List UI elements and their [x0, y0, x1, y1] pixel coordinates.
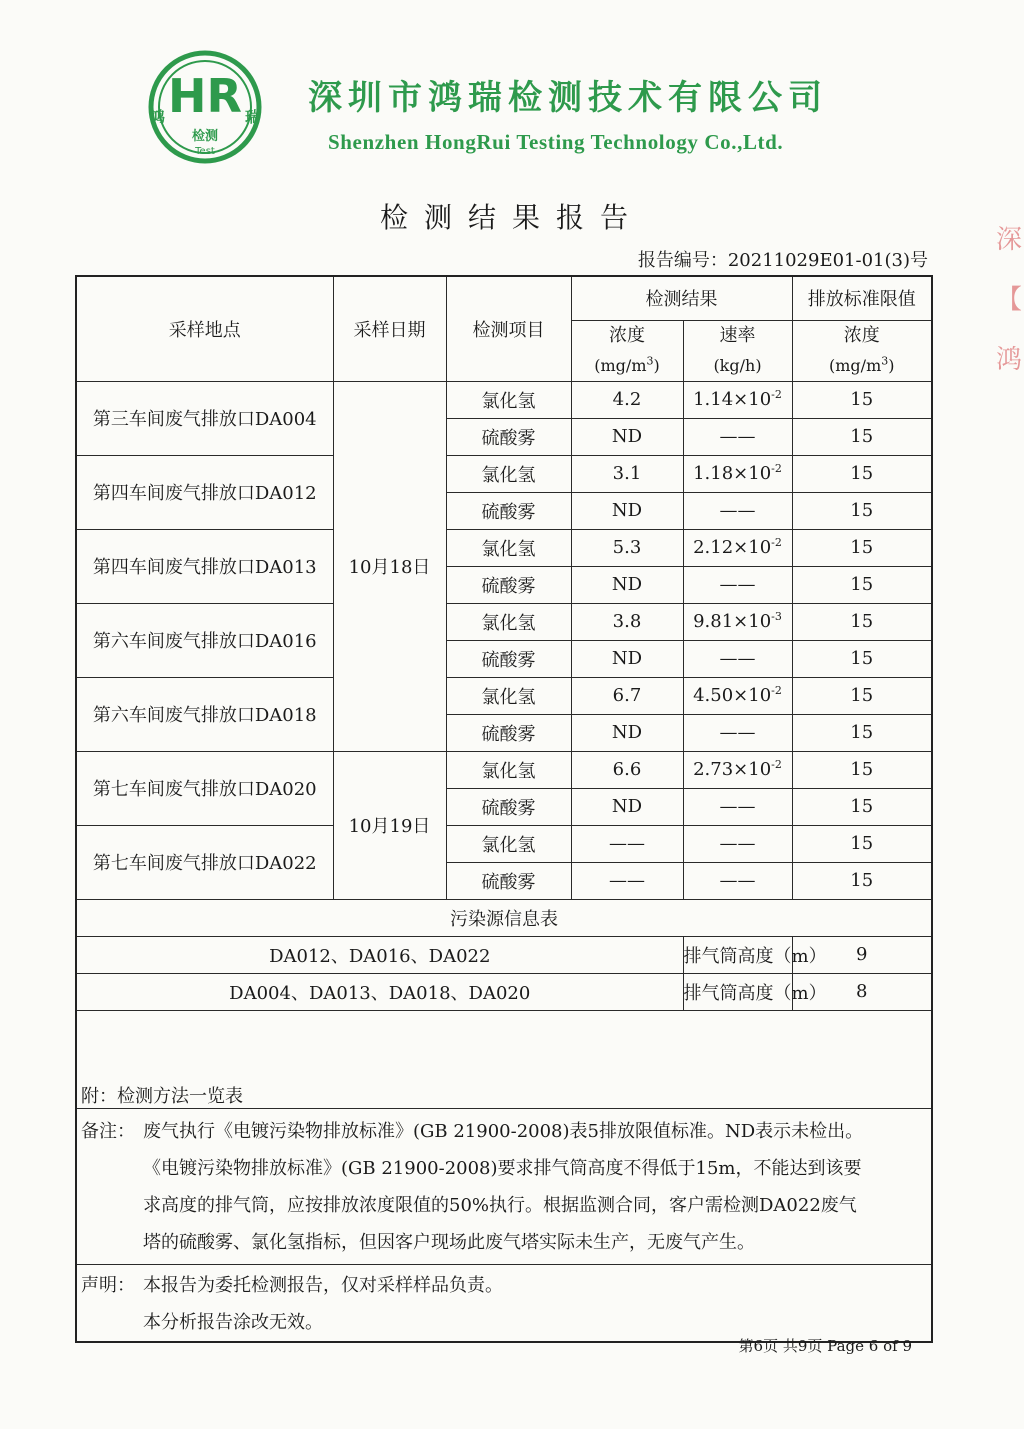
- location-cell: 第七车间废气排放口DA022: [76, 825, 333, 899]
- stack-height-value: 9: [792, 936, 932, 973]
- logo-text: HR: [168, 69, 242, 123]
- header-limit-conc-unit: $(mg/m^3)$: [829, 354, 895, 375]
- rate-cell: ——: [683, 714, 792, 751]
- conc-cell: 6.7: [571, 677, 683, 714]
- statement-cell: [76, 1264, 932, 1342]
- rate-cell: $2.12\times 10^{-2}$: [683, 529, 792, 566]
- table-row: [76, 603, 932, 640]
- header-rate-label: 速率: [719, 324, 756, 346]
- limit-cell: 15: [792, 714, 932, 751]
- stamp-char: 鸿: [996, 345, 1023, 375]
- remark-line: 求高度的排气筒，应按排放浓度限值的50%执行。根据监测合同，客户需检测DA022废气: [143, 1195, 857, 1216]
- conc-cell: ND: [571, 418, 683, 455]
- conc-cell: ND: [571, 566, 683, 603]
- remarks-row: [76, 1108, 932, 1264]
- source-info-row: [76, 936, 932, 973]
- conc-cell: ND: [571, 714, 683, 751]
- remarks-label: 备注：: [81, 1121, 135, 1142]
- conc-cell: ——: [571, 862, 683, 899]
- statement-line: 本报告为委托检测报告，仅对采样样品负责。: [143, 1274, 503, 1296]
- limit-cell: 15: [792, 566, 932, 603]
- item-cell: 氯化氢: [446, 603, 571, 640]
- limit-cell: 15: [792, 603, 932, 640]
- letterhead: [0, 0, 1024, 180]
- table-row: [76, 381, 932, 418]
- header-conc: [571, 320, 683, 381]
- header-row: [76, 276, 932, 320]
- item-cell: 硫酸雾: [446, 714, 571, 751]
- date-cell: 10月18日: [333, 381, 446, 751]
- limit-cell: 15: [792, 381, 932, 418]
- location-cell: 第七车间废气排放口DA020: [76, 751, 333, 825]
- item-cell: 氯化氢: [446, 455, 571, 492]
- header-limit: 排放标准限值: [792, 276, 932, 320]
- stamp-char: 【: [996, 285, 1023, 315]
- item-cell: 硫酸雾: [446, 566, 571, 603]
- rate-cell: $1.14\times 10^{-2}$: [683, 381, 792, 418]
- header-limit-conc-label: 浓度: [843, 324, 880, 346]
- appendix-cell: [76, 1010, 932, 1108]
- logo-right-char: 瑞: [245, 108, 261, 126]
- conc-cell: 4.2: [571, 381, 683, 418]
- rate-cell: ——: [683, 492, 792, 529]
- conc-cell: 6.6: [571, 751, 683, 788]
- outlets-cell: DA004、DA013、DA018、DA020: [76, 973, 683, 1010]
- remark-line: 《电镀污染物排放标准》(GB 21900-2008)要求排气筒高度不得低于15m，不能达到该要: [143, 1158, 862, 1179]
- rate-cell: $9.81\times 10^{-3}$: [683, 603, 792, 640]
- header-conc-unit: $(mg/m^3)$: [594, 354, 660, 375]
- rate-cell: $2.73\times 10^{-2}$: [683, 751, 792, 788]
- page-footer: 第6页 共9页 Page 6 of 9: [738, 1337, 912, 1355]
- rate-cell: $4.50\times 10^{-2}$: [683, 677, 792, 714]
- limit-cell: 15: [792, 418, 932, 455]
- item-cell: 硫酸雾: [446, 862, 571, 899]
- rate-cell: ——: [683, 862, 792, 899]
- conc-cell: ND: [571, 640, 683, 677]
- rate-cell: ——: [683, 788, 792, 825]
- table-row: [76, 677, 932, 714]
- appendix-row: [76, 1010, 932, 1108]
- remark-line: 塔的硫酸雾、氯化氢指标，但因客户现场此废气塔实际未生产，无废气产生。: [143, 1232, 755, 1253]
- limit-cell: 15: [792, 677, 932, 714]
- header-limit-conc: [792, 320, 932, 381]
- statement-label: 声明：: [81, 1274, 135, 1296]
- conc-cell: 5.3: [571, 529, 683, 566]
- item-cell: 氯化氢: [446, 825, 571, 862]
- conc-cell: ND: [571, 788, 683, 825]
- appendix-text: 附：检测方法一览表: [81, 1085, 243, 1107]
- header-rate-unit: (kg/h): [713, 355, 762, 375]
- location-cell: 第四车间废气排放口DA012: [76, 455, 333, 529]
- statement-row: [76, 1264, 932, 1342]
- stack-height-label: 排气筒高度（m）: [683, 973, 792, 1010]
- limit-cell: 15: [792, 640, 932, 677]
- company-logo: [140, 48, 270, 166]
- header-location: 采样地点: [76, 276, 333, 381]
- item-cell: 氯化氢: [446, 381, 571, 418]
- seal-stamp-edge: [996, 210, 1024, 410]
- source-info-row: [76, 973, 932, 1010]
- item-cell: 硫酸雾: [446, 788, 571, 825]
- limit-cell: 15: [792, 862, 932, 899]
- table-row: [76, 825, 932, 862]
- header-date: 采样日期: [333, 276, 446, 381]
- results-table-wrap: [75, 275, 931, 1343]
- logo-left-char: 鸿: [150, 108, 166, 126]
- conc-cell: 3.1: [571, 455, 683, 492]
- outlets-cell: DA012、DA016、DA022: [76, 936, 683, 973]
- statement-line: 本分析报告涂改无效。: [143, 1311, 323, 1333]
- item-cell: 硫酸雾: [446, 418, 571, 455]
- company-name-en: Shenzhen HongRui Testing Technology Co.,Ltd.: [328, 130, 784, 154]
- header-rate: [683, 320, 792, 381]
- table-row: [76, 751, 932, 788]
- rate-cell: ——: [683, 418, 792, 455]
- location-cell: 第六车间废气排放口DA018: [76, 677, 333, 751]
- limit-cell: 15: [792, 455, 932, 492]
- rate-cell: ——: [683, 640, 792, 677]
- source-info-title: 污染源信息表: [76, 899, 932, 936]
- table-row: [76, 529, 932, 566]
- remarks-cell: [76, 1108, 932, 1264]
- conc-cell: ——: [571, 825, 683, 862]
- table-row: [76, 455, 932, 492]
- company-name-cn: 深圳市鸿瑞检测技术有限公司: [308, 78, 828, 118]
- document-title: 检测结果报告: [379, 201, 644, 234]
- date-cell: 10月19日: [333, 751, 446, 899]
- limit-cell: 15: [792, 751, 932, 788]
- item-cell: 氯化氢: [446, 677, 571, 714]
- conc-cell: 3.8: [571, 603, 683, 640]
- item-cell: 氯化氢: [446, 751, 571, 788]
- limit-cell: 15: [792, 825, 932, 862]
- logo-sub: 检测: [191, 129, 219, 144]
- rate-cell: $1.18\times 10^{-2}$: [683, 455, 792, 492]
- results-table: [75, 275, 933, 1343]
- logo-sub-en: Test: [195, 146, 215, 157]
- stack-height-value: 8: [792, 973, 932, 1010]
- location-cell: 第四车间废气排放口DA013: [76, 529, 333, 603]
- item-cell: 硫酸雾: [446, 640, 571, 677]
- conc-cell: ND: [571, 492, 683, 529]
- location-cell: 第六车间废气排放口DA016: [76, 603, 333, 677]
- report-number: 报告编号：20211029E01-01(3)号: [637, 250, 928, 271]
- item-cell: 硫酸雾: [446, 492, 571, 529]
- source-info-title-row: [76, 899, 932, 936]
- rate-cell: ——: [683, 825, 792, 862]
- header-conc-label: 浓度: [609, 324, 645, 346]
- header-item: 检测项目: [446, 276, 571, 381]
- limit-cell: 15: [792, 788, 932, 825]
- limit-cell: 15: [792, 529, 932, 566]
- stack-height-label: 排气筒高度（m）: [683, 936, 792, 973]
- limit-cell: 15: [792, 492, 932, 529]
- stamp-char: 深: [996, 225, 1023, 255]
- remark-line: 废气执行《电镀污染物排放标准》(GB 21900-2008)表5排放限值标准。ND表示未检出。: [143, 1121, 864, 1142]
- rate-cell: ——: [683, 566, 792, 603]
- item-cell: 氯化氢: [446, 529, 571, 566]
- location-cell: 第三车间废气排放口DA004: [76, 381, 333, 455]
- header-result: 检测结果: [571, 276, 792, 320]
